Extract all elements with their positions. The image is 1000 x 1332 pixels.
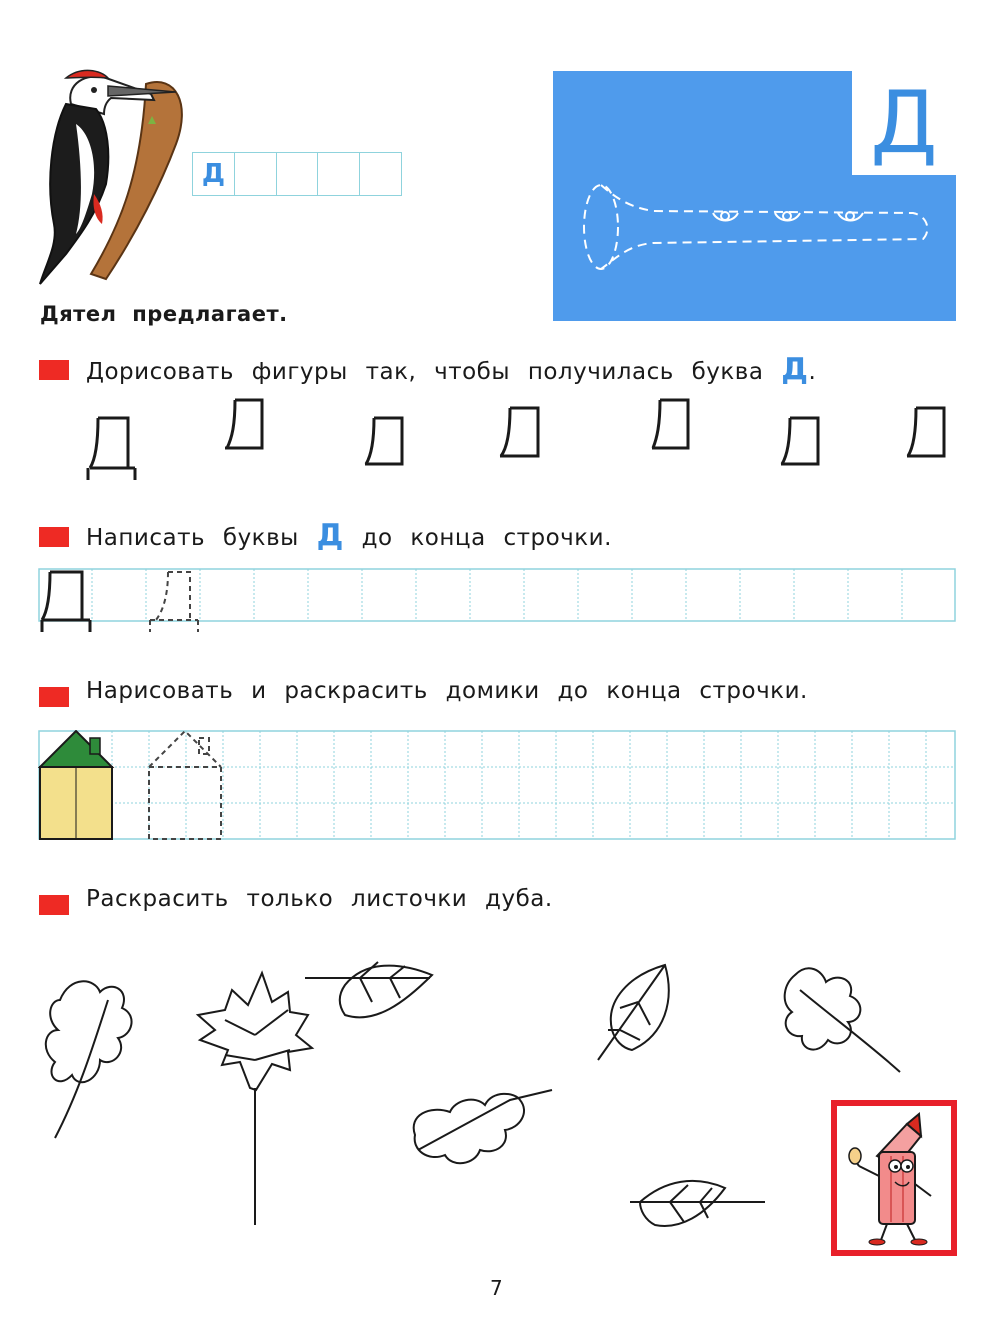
letter-shape: [225, 400, 262, 448]
dashed-house: [149, 731, 221, 839]
task-1-text-before: Дорисовать фигуры так, чтобы получилась буква: [86, 359, 764, 385]
clarinet-outline: [553, 71, 956, 321]
letter-writing-row: [38, 568, 958, 638]
letter-shape: [500, 408, 538, 456]
birch-leaf: [630, 1181, 765, 1226]
oak-leaf: [785, 968, 900, 1072]
pencil-character-frame: [831, 1100, 957, 1256]
oak-leaf: [414, 1090, 552, 1163]
task-bullet: [39, 360, 69, 380]
task-4-text: Раскрасить только листочки дуба.: [86, 886, 553, 912]
house-grid-row: [38, 730, 958, 842]
birch-leaf: [598, 965, 669, 1060]
task-1-text-after: .: [808, 359, 817, 385]
word-box-letter: Д: [201, 159, 225, 189]
task-2-text-after: до конца строчки.: [361, 525, 612, 551]
task-bullet: [39, 527, 69, 547]
letter-shape-complete: [88, 418, 135, 480]
task-2-letter: Д: [316, 518, 344, 553]
word-box-cell: [193, 153, 235, 195]
oak-leaf: [46, 981, 132, 1138]
task-2-text-before: Написать буквы: [86, 525, 299, 551]
maple-leaf: [198, 973, 312, 1225]
pencil-character: [837, 1106, 951, 1250]
page-number: 7: [490, 1276, 503, 1300]
letter-shape: [781, 418, 818, 464]
word-box-cell: [318, 153, 360, 195]
task-3-text: Нарисовать и раскрасить домики до конца строчки.: [86, 678, 808, 704]
word-box-cell: [360, 153, 401, 195]
birch-leaf: [305, 962, 432, 1017]
letter-card: [553, 71, 956, 321]
word-box-cell: [235, 153, 277, 195]
caption: Дятел предлагает.: [40, 302, 288, 326]
house-drawing: [40, 731, 112, 839]
task-2-text: [86, 518, 612, 553]
task-bullet: [39, 895, 69, 915]
sample-letter: [42, 572, 90, 632]
dashed-letter: [150, 572, 198, 632]
letter-shapes-row: [0, 390, 1000, 490]
letter-shape: [907, 408, 944, 456]
word-box: [192, 152, 402, 196]
letter-shape: [652, 400, 688, 448]
card-letter: Д: [870, 73, 938, 173]
woodpecker-illustration: [36, 64, 196, 289]
task-1-text: [86, 352, 816, 387]
task-bullet: [39, 687, 69, 707]
letter-shape: [365, 418, 402, 464]
word-box-cell: [277, 153, 319, 195]
task-1-letter: Д: [781, 352, 809, 387]
